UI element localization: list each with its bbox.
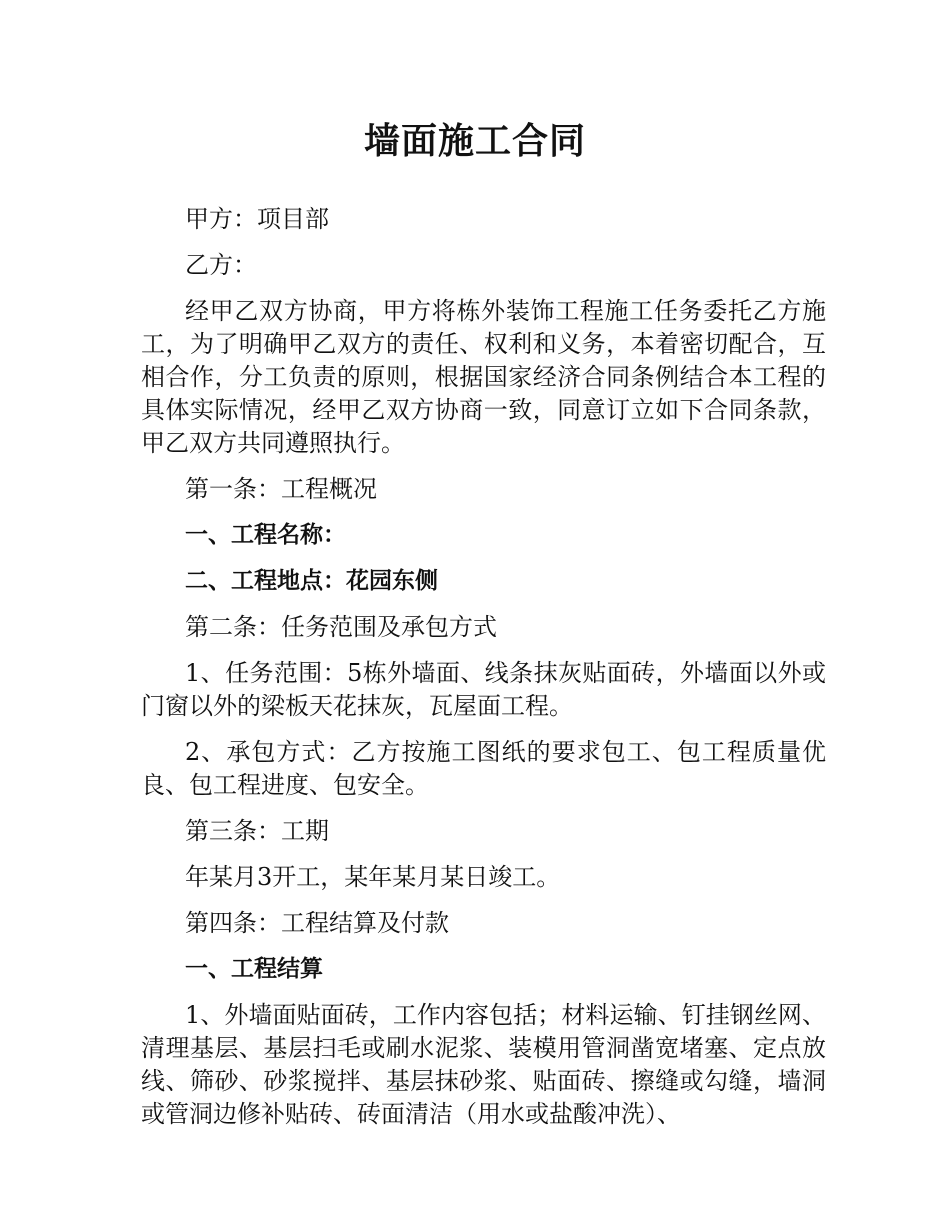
party-a-line: 甲方：项目部 (185, 205, 329, 233)
article-1-heading: 第一条：工程概况 (185, 475, 377, 503)
article-4-heading: 第四条：工程结算及付款 (185, 909, 449, 937)
contract-method-paragraph: 2、承包方式：乙方按施工图纸的要求包工、包工程质量优良、包工程进度、包安全。 (141, 738, 826, 799)
tile-work-paragraph: 1、外墙面贴面砖，工作内容包括；材料运输、钉挂钢丝网、清理基层、基层扫毛或刷水泥浆、装模用管洞凿宽堵塞、定点放线、筛砂、砂浆搅拌、基层抹砂浆、贴面砖、擦缝或勾缝，墙洞或管洞边修补贴砖、砖面清洁（用水或盐酸冲洗）、 (141, 1001, 826, 1128)
preamble-paragraph: 经甲乙双方协商，甲方将栋外装饰工程施工任务委托乙方施工，为了明确甲乙双方的责任、权利和义务，本着密切配合，互相合作，分工负责的原则，根据国家经济合同条例结合本工程的具体实际情况，经甲乙双方协商一致，同意订立如下合同条款，甲乙双方共同遵照执行。 (141, 297, 826, 457)
project-name-line: 一、工程名称： (185, 522, 346, 548)
document-body (141, 203, 826, 1131)
task-scope-paragraph: 1、任务范围：5栋外墙面、线条抹灰贴面砖，外墙面以外或门窗以外的梁板天花抹灰，瓦屋面工程。 (141, 659, 826, 720)
project-location-line: 二、工程地点：花园东侧 (185, 568, 438, 594)
article-2-heading: 第二条：任务范围及承包方式 (185, 613, 497, 641)
article-3-heading: 第三条：工期 (185, 817, 329, 845)
document-title: 墙面施工合同 (363, 121, 586, 162)
schedule-line: 年某月3开工，某年某月某日竣工。 (185, 863, 561, 891)
settlement-heading: 一、工程结算 (185, 956, 323, 982)
party-b-line: 乙方： (185, 251, 257, 279)
